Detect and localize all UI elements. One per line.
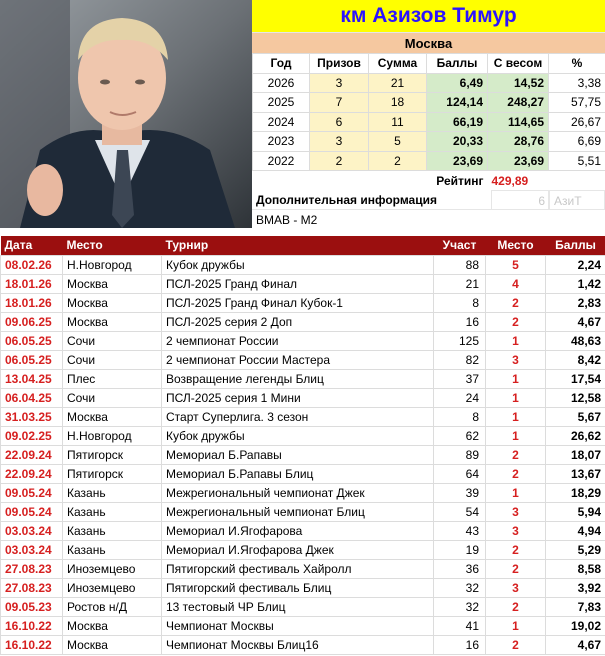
- table-row: [1, 540, 605, 559]
- tournament-name: Межрегиональный чемпионат Блиц: [162, 502, 434, 521]
- rating-row: [253, 171, 605, 191]
- additional-info-row: [252, 190, 605, 210]
- tournament-city: Пятигорск: [63, 464, 162, 483]
- table-row: [1, 312, 605, 331]
- tournament-city: Казань: [63, 483, 162, 502]
- tournament-points: 7,83: [546, 597, 605, 616]
- stats-year: 2024: [253, 112, 310, 132]
- table-row: [1, 293, 605, 312]
- tournament-date: 31.03.25: [1, 407, 63, 426]
- stats-row: [253, 112, 605, 132]
- tournament-participants: 16: [434, 635, 486, 654]
- stats-header-year: Год: [253, 54, 310, 74]
- player-summary-panel: [252, 0, 605, 230]
- tournament-date: 09.05.24: [1, 502, 63, 521]
- tournament-place: 5: [486, 255, 546, 274]
- tournament-points: 18,07: [546, 445, 605, 464]
- tournament-points: 3,92: [546, 578, 605, 597]
- stats-row: [253, 93, 605, 113]
- stats-year: 2023: [253, 132, 310, 152]
- tournament-date: 27.08.23: [1, 559, 63, 578]
- tournament-points: 12,58: [546, 388, 605, 407]
- tournament-city: Плес: [63, 369, 162, 388]
- tournament-place: 1: [486, 616, 546, 635]
- tournament-points: 5,67: [546, 407, 605, 426]
- tournament-name: Кубок дружбы: [162, 426, 434, 445]
- tournament-date: 18.01.26: [1, 274, 63, 293]
- stats-weighted: 28,76: [488, 132, 549, 152]
- tournament-city: Иноземцево: [63, 559, 162, 578]
- tournament-name: ПСЛ-2025 серия 1 Мини: [162, 388, 434, 407]
- stats-year: 2026: [253, 73, 310, 93]
- stats-pct: 3,38: [549, 73, 605, 93]
- table-row: [1, 350, 605, 369]
- stats-prizes: 6: [310, 112, 369, 132]
- tournament-participants: 16: [434, 312, 486, 331]
- tournament-name: 13 тестовый ЧР Блиц: [162, 597, 434, 616]
- rating-label: Рейтинг: [436, 173, 484, 188]
- tournament-city: Н.Новгород: [63, 426, 162, 445]
- tournaments-header-row: [1, 236, 605, 255]
- table-row: [1, 426, 605, 445]
- tournament-points: 8,42: [546, 350, 605, 369]
- tournament-city: Казань: [63, 521, 162, 540]
- table-row: [1, 274, 605, 293]
- tournament-participants: 89: [434, 445, 486, 464]
- tournament-participants: 62: [434, 426, 486, 445]
- tournament-date: 08.02.26: [1, 255, 63, 274]
- stats-prizes: 3: [310, 132, 369, 152]
- tournament-date: 06.05.25: [1, 331, 63, 350]
- tournament-date: 03.03.24: [1, 540, 63, 559]
- stats-header-points: Баллы: [427, 54, 488, 74]
- stats-points: 20,33: [427, 132, 488, 152]
- tournament-place: 2: [486, 559, 546, 578]
- tournament-city: Сочи: [63, 331, 162, 350]
- tournament-date: 09.06.25: [1, 312, 63, 331]
- tournament-city: Н.Новгород: [63, 255, 162, 274]
- tournament-city: Москва: [63, 616, 162, 635]
- table-row: [1, 388, 605, 407]
- tournament-points: 4,67: [546, 635, 605, 654]
- tournament-date: 09.05.24: [1, 483, 63, 502]
- stats-header-pct: %: [549, 54, 605, 74]
- player-portrait-image: [0, 0, 252, 228]
- tournament-name: 2 чемпионат России: [162, 331, 434, 350]
- tournament-participants: 24: [434, 388, 486, 407]
- tournament-points: 1,42: [546, 274, 605, 293]
- table-row: [1, 331, 605, 350]
- tournament-name: ПСЛ-2025 серия 2 Доп: [162, 312, 434, 331]
- stats-sum: 11: [369, 112, 427, 132]
- tournament-name: Мемориал И.Ягофарова: [162, 521, 434, 540]
- stats-prizes: 2: [310, 151, 369, 171]
- tournament-city: Москва: [63, 407, 162, 426]
- tournament-place: 2: [486, 635, 546, 654]
- stats-points: 23,69: [427, 151, 488, 171]
- tournament-place: 3: [486, 578, 546, 597]
- tournament-date: 03.03.24: [1, 521, 63, 540]
- header-tournament: Турнир: [162, 236, 434, 255]
- stats-year: 2025: [253, 93, 310, 113]
- tournament-place: 1: [486, 388, 546, 407]
- table-row: [1, 635, 605, 654]
- stats-points: 6,49: [427, 73, 488, 93]
- tournament-date: 09.05.23: [1, 597, 63, 616]
- tournament-points: 8,58: [546, 559, 605, 578]
- tournament-participants: 125: [434, 331, 486, 350]
- header-place: Место: [486, 236, 546, 255]
- tournament-points: 17,54: [546, 369, 605, 388]
- table-row: [1, 464, 605, 483]
- tournament-place: 3: [486, 521, 546, 540]
- tournament-participants: 82: [434, 350, 486, 369]
- tournament-points: 4,94: [546, 521, 605, 540]
- tournament-name: ПСЛ-2025 Гранд Финал Кубок-1: [162, 293, 434, 312]
- tournament-place: 2: [486, 312, 546, 331]
- tournament-participants: 8: [434, 293, 486, 312]
- tournament-name: Кубок дружбы: [162, 255, 434, 274]
- table-row: [1, 255, 605, 274]
- table-row: [1, 502, 605, 521]
- tournament-city: Пятигорск: [63, 445, 162, 464]
- tournament-name: Мемориал Б.Рапавы: [162, 445, 434, 464]
- tournament-date: 06.05.25: [1, 350, 63, 369]
- tournament-points: 13,67: [546, 464, 605, 483]
- tournament-name: ПСЛ-2025 Гранд Финал: [162, 274, 434, 293]
- additional-info-note: ВМАВ - М2: [256, 213, 318, 227]
- tournament-name: Межрегиональный чемпионат Джек: [162, 483, 434, 502]
- tournament-city: Иноземцево: [63, 578, 162, 597]
- tournament-place: 1: [486, 331, 546, 350]
- stats-weighted: 14,52: [488, 73, 549, 93]
- header-points: Баллы: [546, 236, 605, 255]
- tournament-city: Москва: [63, 312, 162, 331]
- tournament-points: 26,62: [546, 426, 605, 445]
- table-row: [1, 483, 605, 502]
- stats-header-row: [253, 54, 605, 74]
- tournament-participants: 39: [434, 483, 486, 502]
- stats-prizes: 3: [310, 73, 369, 93]
- tournament-participants: 37: [434, 369, 486, 388]
- tournament-city: Сочи: [63, 388, 162, 407]
- tournament-date: 16.10.22: [1, 616, 63, 635]
- tournament-place: 3: [486, 350, 546, 369]
- tournament-points: 18,29: [546, 483, 605, 502]
- tournament-participants: 32: [434, 578, 486, 597]
- tournament-city: Москва: [63, 274, 162, 293]
- yearly-stats-table: [252, 53, 605, 190]
- tournament-place: 2: [486, 445, 546, 464]
- tournament-name: Пятигорский фестиваль Блиц: [162, 578, 434, 597]
- tournament-date: 09.02.25: [1, 426, 63, 445]
- header-date: Дата: [1, 236, 63, 255]
- additional-info-count: 6: [491, 190, 549, 210]
- stats-prizes: 7: [310, 93, 369, 113]
- tournament-place: 3: [486, 502, 546, 521]
- tournament-date: 06.04.25: [1, 388, 63, 407]
- tournament-points: 5,29: [546, 540, 605, 559]
- tournament-place: 1: [486, 407, 546, 426]
- tournament-name: Возвращение легенды Блиц: [162, 369, 434, 388]
- tournament-participants: 21: [434, 274, 486, 293]
- tournament-date: 18.01.26: [1, 293, 63, 312]
- tournament-participants: 19: [434, 540, 486, 559]
- table-row: [1, 597, 605, 616]
- table-row: [1, 407, 605, 426]
- tournament-city: Казань: [63, 540, 162, 559]
- stats-row: [253, 132, 605, 152]
- tournament-participants: 36: [434, 559, 486, 578]
- tournament-participants: 41: [434, 616, 486, 635]
- stats-row: [253, 73, 605, 93]
- table-row: [1, 369, 605, 388]
- tournament-points: 2,24: [546, 255, 605, 274]
- tournament-place: 4: [486, 274, 546, 293]
- stats-weighted: 248,27: [488, 93, 549, 113]
- player-city: Москва: [252, 32, 605, 53]
- tournament-place: 1: [486, 369, 546, 388]
- player-title: км Азизов Тимур: [252, 0, 605, 32]
- tournament-date: 27.08.23: [1, 578, 63, 597]
- tournament-participants: 32: [434, 597, 486, 616]
- table-row: [1, 616, 605, 635]
- stats-header-weighted: С весом: [488, 54, 549, 74]
- tournament-place: 2: [486, 540, 546, 559]
- tournament-city: Сочи: [63, 350, 162, 369]
- stats-header-sum: Сумма: [369, 54, 427, 74]
- tournament-date: 22.09.24: [1, 464, 63, 483]
- tournament-points: 48,63: [546, 331, 605, 350]
- tournament-points: 4,67: [546, 312, 605, 331]
- table-row: [1, 578, 605, 597]
- tournament-participants: 43: [434, 521, 486, 540]
- stats-weighted: 114,65: [488, 112, 549, 132]
- tournament-date: 16.10.22: [1, 635, 63, 654]
- header-city: Место: [63, 236, 162, 255]
- stats-year: 2022: [253, 151, 310, 171]
- tournament-city: Казань: [63, 502, 162, 521]
- tournament-participants: 54: [434, 502, 486, 521]
- tournament-points: 19,02: [546, 616, 605, 635]
- tournament-city: Москва: [63, 293, 162, 312]
- tournament-name: Мемориал Б.Рапавы Блиц: [162, 464, 434, 483]
- stats-points: 124,14: [427, 93, 488, 113]
- header-participants: Участ: [434, 236, 486, 255]
- stats-points: 66,19: [427, 112, 488, 132]
- tournament-place: 2: [486, 597, 546, 616]
- tournament-date: 22.09.24: [1, 445, 63, 464]
- tournament-place: 1: [486, 483, 546, 502]
- tournament-participants: 64: [434, 464, 486, 483]
- tournament-name: Чемпионат Москвы: [162, 616, 434, 635]
- stats-sum: 5: [369, 132, 427, 152]
- player-photo: [0, 0, 252, 228]
- stats-weighted: 23,69: [488, 151, 549, 171]
- tournament-date: 13.04.25: [1, 369, 63, 388]
- tournament-name: Мемориал И.Ягофарова Джек: [162, 540, 434, 559]
- stats-header-prizes: Призов: [310, 54, 369, 74]
- tournament-name: Пятигорский фестиваль Хайролл: [162, 559, 434, 578]
- stats-pct: 5,51: [549, 151, 605, 171]
- table-row: [1, 521, 605, 540]
- stats-pct: 6,69: [549, 132, 605, 152]
- tournament-place: 2: [486, 464, 546, 483]
- stats-sum: 21: [369, 73, 427, 93]
- tournament-place: 2: [486, 293, 546, 312]
- stats-row: [253, 151, 605, 171]
- tournament-name: Старт Суперлига. 3 сезон: [162, 407, 434, 426]
- additional-info-tag: АзиТ: [549, 190, 605, 210]
- tournament-city: Москва: [63, 635, 162, 654]
- stats-pct: 26,67: [549, 112, 605, 132]
- tournament-name: 2 чемпионат России Мастера: [162, 350, 434, 369]
- tournament-place: 1: [486, 426, 546, 445]
- rating-value: 429,89: [491, 173, 529, 188]
- additional-info-label: Дополнительная информация: [252, 190, 491, 210]
- stats-pct: 57,75: [549, 93, 605, 113]
- tournament-name: Чемпионат Москвы Блиц16: [162, 635, 434, 654]
- tournament-participants: 88: [434, 255, 486, 274]
- tournament-points: 5,94: [546, 502, 605, 521]
- tournament-participants: 8: [434, 407, 486, 426]
- table-row: [1, 445, 605, 464]
- tournaments-table: [0, 236, 605, 655]
- stats-sum: 2: [369, 151, 427, 171]
- tournament-city: Ростов н/Д: [63, 597, 162, 616]
- stats-sum: 18: [369, 93, 427, 113]
- table-row: [1, 559, 605, 578]
- tournament-points: 2,83: [546, 293, 605, 312]
